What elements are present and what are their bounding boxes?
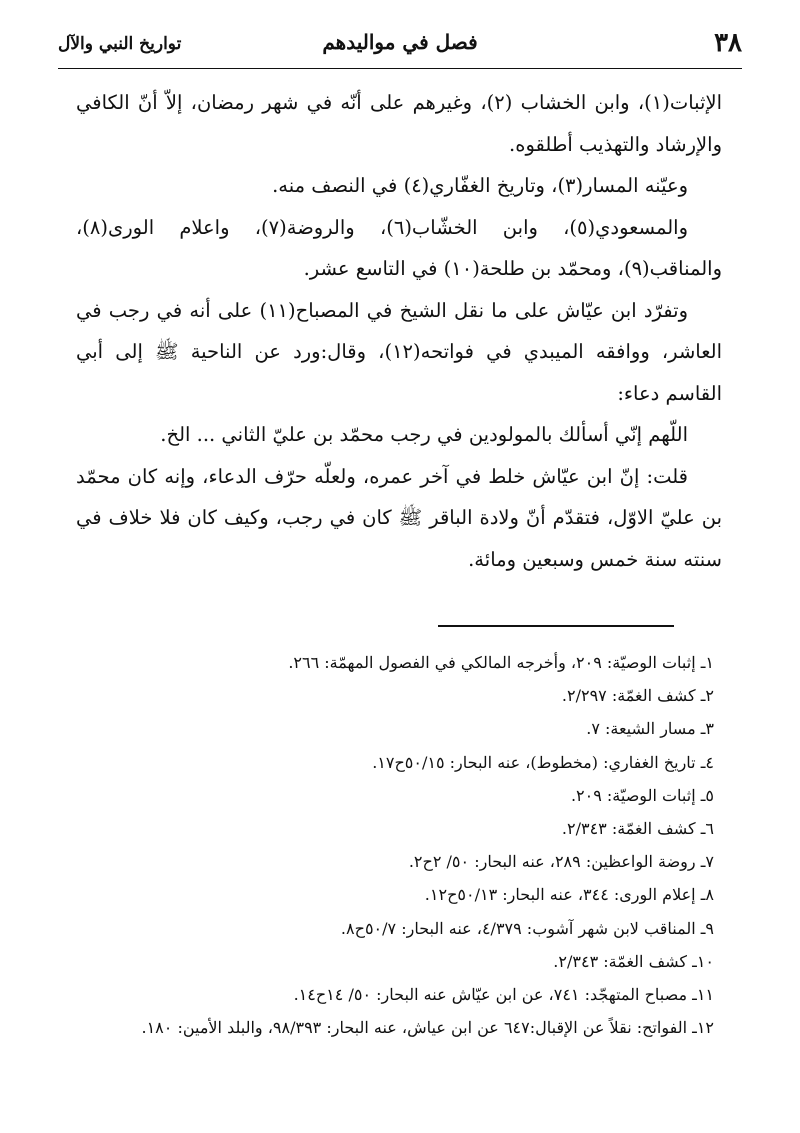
footnote: ١٢ـ الفواتح: نقلاً عن الإقبال:٦٤٧ عن ابن عياش، عنه البحار: ٩٨/٣٩٣، والبلد الأمين: ١٨٠. xyxy=(141,1018,714,1038)
footnote: ٣ـ مسار الشيعة: ٧. xyxy=(586,719,714,739)
running-title: فصل في مواليدهم xyxy=(322,30,478,54)
paragraph: اللّهم إنّي أسألك بالمولودين في رجب محمّد بن عليّ الثاني ... الخ. xyxy=(160,423,688,446)
footnote: ١٠ـ كشف الغمّة: ٢/٣٤٣. xyxy=(553,951,714,971)
footnote-divider xyxy=(438,625,674,627)
footnote: ٨ـ إعلام الورى: ٣٤٤، عنه البحار: ٥٠/١٣ح١٢. xyxy=(424,885,714,905)
page-number: ٣٨ xyxy=(714,28,742,58)
page-header xyxy=(58,28,742,62)
paragraph: الإثبات(١)، وابن الخشاب (٢)، وغيرهم على أنّه في شهر رمضان، إلاّ أنّ الكافي والإرشاد والتهذيب أطلقوه. xyxy=(76,91,722,156)
footnote: ٦ـ كشف الغمّة: ٢/٣٤٣. xyxy=(561,819,714,839)
paragraph: وتفرّد ابن عيّاش على ما نقل الشيخ في المصباح(١١) على أنه في رجب في العاشر، ووافقه الميبدي في فواتحه(١٢)، وقال:ورد عن الناحية ﷺ إلى أبي القاسم دعاء: xyxy=(76,298,722,405)
footnotes xyxy=(60,646,722,1044)
paragraph: والمسعودي(٥)، وابن الخشّاب(٦)، والروضة(٧)، واعلام الورى(٨)، والمناقب(٩)، ومحمّد بن طلحة(١٠) في التاسع عشر. xyxy=(76,215,722,280)
book-title: تواريخ النبي والآل xyxy=(58,34,182,54)
paragraph: وعيّنه المسار(٣)، وتاريخ الغفّاري(٤) في النصف منه. xyxy=(272,174,688,197)
footnote: ٧ـ روضة الواعظين: ٢٨٩، عنه البحار: ٥٠/ ٢ح٢. xyxy=(408,852,714,872)
main-text xyxy=(76,82,722,580)
footnote: ٢ـ كشف الغمّة: ٢/٢٩٧. xyxy=(561,686,714,706)
footnote: ١١ـ مصباح المتهجّد: ٧٤١، عن ابن عيّاش عنه البحار: ٥٠/ ١٤ح١٤. xyxy=(293,985,714,1005)
footnote: ٩ـ المناقب لابن شهر آشوب: ٤/٣٧٩، عنه البحار: ٥٠/٧ح٨. xyxy=(340,918,714,938)
paragraph: قلت: إنّ ابن عيّاش خلط في آخر عمره، ولعلّه حرّف الدعاء، وإنه كان محمّد بن عليّ الاوّل، فتقدّم أنّ ولادة الباقر ﷺ كان في رجب، وكيف كان فلا خلاف في سنته سنة خمس وسبعين ومائة. xyxy=(76,464,722,571)
header-divider xyxy=(58,68,742,69)
footnote: ٤ـ تاريخ الغفاري: (مخطوط)، عنه البحار: ٥٠/١٥ح١٧. xyxy=(372,752,714,772)
footnote: ١ـ إثبات الوصيّة: ٢٠٩، وأخرجه المالكي في الفصول المهمّة: ٢٦٦. xyxy=(288,653,714,672)
footnote: ٥ـ إثبات الوصيّة: ٢٠٩. xyxy=(570,785,714,805)
